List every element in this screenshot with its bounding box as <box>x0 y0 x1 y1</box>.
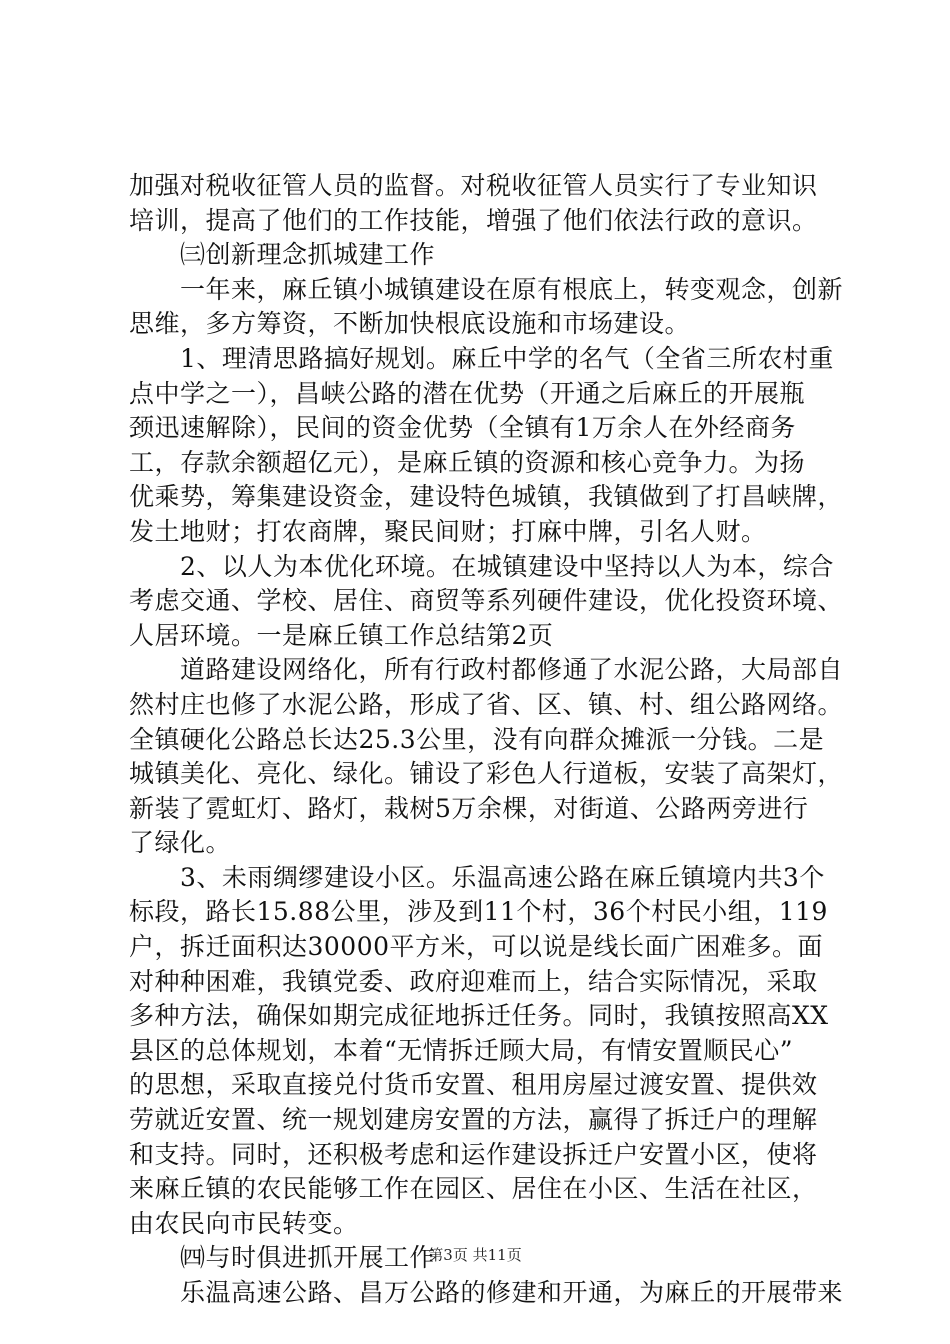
text-line: 户，拆迁面积达30000平方米，可以说是线长面广困难多。面 <box>129 932 824 962</box>
text-line: 考虑交通、学校、居住、商贸等系列硬件建设，优化投资环境、 <box>129 586 844 616</box>
text-line: 2、以人为本优化环境。在城镇建设中坚持以人为本，综合 <box>129 551 834 581</box>
text-line: 优乘势，筹集建设资金，建设特色城镇，我镇做到了打昌峡牌， <box>129 482 844 512</box>
text-line: 培训，提高了他们的工作技能，增强了他们依法行政的意识。 <box>129 205 818 235</box>
text-line: 全镇硬化公路总长达25.3公里，没有向群众摊派一分钱。二是 <box>129 724 825 754</box>
text-line: 多种方法，确保如期完成征地拆迁任务。同时，我镇按照高XX <box>129 1001 829 1031</box>
section-heading: ㈢创新理念抓城建工作 <box>129 240 436 270</box>
text-line: 的思想，采取直接兑付货币安置、租用房屋过渡安置、提供效 <box>129 1070 818 1100</box>
text-line: 加强对税收征管人员的监督。对税收征管人员实行了专业知识 <box>129 171 818 200</box>
text-line: 道路建设网络化，所有行政村都修通了水泥公路，大局部自 <box>129 655 844 685</box>
text-line: 工，存款余额超亿元），是麻丘镇的资源和核心竞争力。为扬 <box>129 447 806 477</box>
text-line: 对种种困难，我镇党委、政府迎难而上，结合实际情况，采取 <box>129 966 818 996</box>
text-line: 然村庄也修了水泥公路，形成了省、区、镇、村、组公路网络。 <box>129 689 844 719</box>
text-line: 乐温高速公路、昌万公路的修建和开通，为麻丘的开展带来 <box>129 1278 844 1307</box>
text-line: 点中学之一），昌峡公路的潜在优势（开通之后麻丘的开展瓶 <box>129 378 806 408</box>
text-line: 3、未雨绸缪建设小区。乐温高速公路在麻丘镇境内共3个 <box>129 862 825 892</box>
text-line: 县区的总体规划，本着“无情拆迁顾大局，有情安置顺民心” <box>129 1035 794 1065</box>
text-line: 发土地财；打农商牌，聚民间财；打麻中牌，引名人财。 <box>129 516 767 546</box>
text-line: 来麻丘镇的农民能够工作在园区、居住在小区、生活在社区， <box>129 1174 818 1204</box>
text-line: 了绿化。 <box>129 828 232 858</box>
text-line: 由农民向市民转变。 <box>129 1208 359 1238</box>
text-line: 新装了霓虹灯、路灯，栽树5万余棵，对街道、公路两旁进行 <box>129 793 809 823</box>
text-line: 颈迅速解除），民间的资金优势（全镇有1万余人在外经商务 <box>129 413 796 443</box>
page-footer: 第3页 共11页 <box>428 1246 522 1264</box>
text-line: 1、理清思路搞好规划。麻丘中学的名气（全省三所农村重 <box>129 343 834 373</box>
text-line: 城镇美化、亮化、绿化。铺设了彩色人行道板，安装了高架灯， <box>129 759 844 789</box>
text-line: 人居环境。一是麻丘镇工作总结第2页 <box>129 620 554 650</box>
text-line: 和支持。同时，还积极考虑和运作建设拆迁户安置小区，使将 <box>129 1139 818 1169</box>
text-line: 思维，多方筹资，不断加快根底设施和市场建设。 <box>129 309 691 339</box>
text-line: 劳就近安置、统一规划建房安置的方法，赢得了拆迁户的理解 <box>129 1105 818 1135</box>
text-line: 一年来，麻丘镇小城镇建设在原有根底上，转变观念，创新 <box>129 274 844 304</box>
section-heading: ㈣与时俱进抓开展工作 <box>129 1243 436 1273</box>
document-body <box>129 169 844 1311</box>
text-line: 标段，路长15.88公里，涉及到11个村，36个村民小组，119 <box>129 897 828 927</box>
